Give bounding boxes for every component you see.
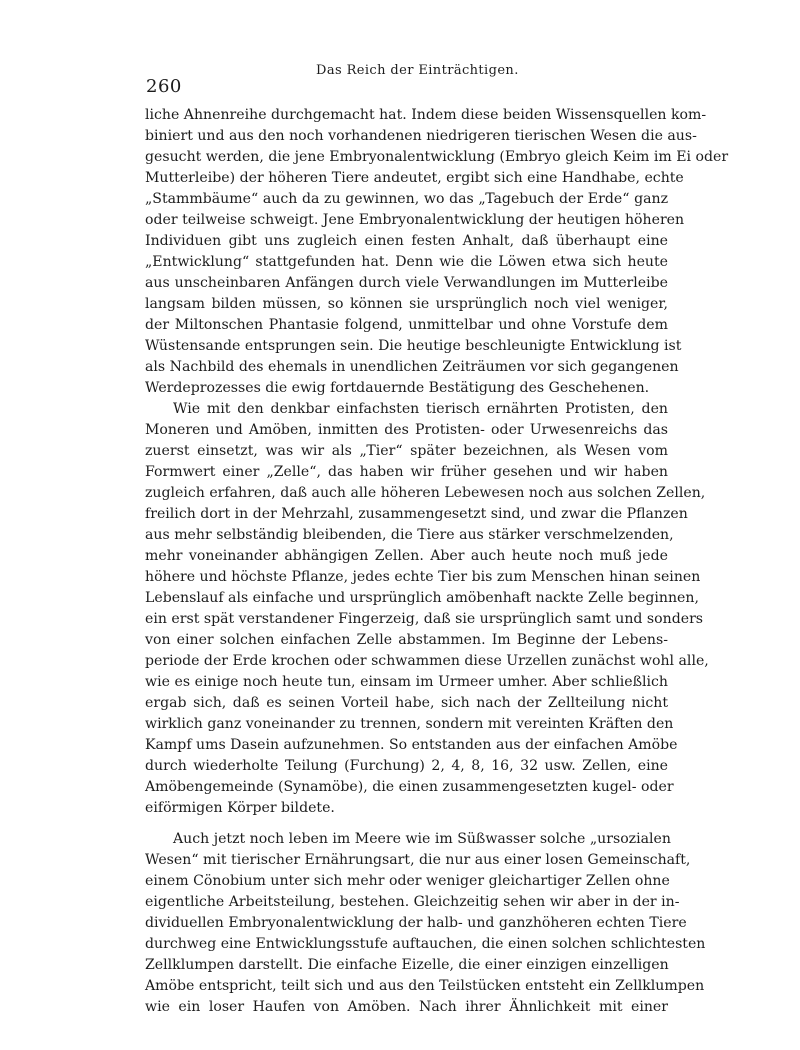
paragraph-2 <box>145 399 709 819</box>
text-line: eiförmigen Körper bildete. <box>145 800 335 816</box>
text-line: Kampf ums Dasein aufzunehmen. So entstanden aus der einfachen Amöbe <box>145 737 678 753</box>
text-line: als Nachbild des ehemals in unendlichen Zeiträumen vor sich gegangenen <box>145 359 679 375</box>
text-line: wirklich ganz voneinander zu trennen, sondern mit vereinten Kräften den <box>145 716 674 732</box>
text-line: zugleich erfahren, daß auch alle höheren Lebewesen noch aus solchen Zellen, <box>145 485 706 501</box>
text-line: Werdeprozesses die ewig fortdauernde Bestätigung des Geschehenen. <box>145 380 650 396</box>
text-line: mehr voneinander abhängigen Zellen. Aber auch heute noch muß jede <box>145 548 668 564</box>
text-line: „Stammbäume“ auch da zu gewinnen, wo das „Tagebuch der Erde“ ganz <box>145 191 668 207</box>
text-line: Wesen“ mit tierischer Ernährungsart, die nur aus einer losen Gemeinschaft, <box>145 852 691 868</box>
text-line: durchweg eine Entwicklungsstufe auftauchen, die einen solchen schlichtesten <box>145 936 706 952</box>
text-line: von einer solchen einfachen Zelle abstammen. Im Beginne der Lebens- <box>145 632 668 648</box>
text-line: Zellklumpen darstellt. Die einfache Eizelle, die einer einzigen einzelligen <box>145 957 669 973</box>
text-line: aus mehr selbständig bleibenden, die Tiere aus stärker verschmelzenden, <box>145 527 674 543</box>
text-line: Formwert einer „Zelle“, das haben wir früher gesehen und wir haben <box>145 464 668 480</box>
running-title: Das Reich der Einträchtigen. <box>316 63 519 78</box>
text-line: Amöbengemeinde (Synamöbe), die einen zusammengesetzten kugel- oder <box>145 779 674 795</box>
text-line: ein erst spät verstandener Fingerzeig, daß sie ursprünglich samt und sonders <box>145 611 704 627</box>
text-line: höhere und höchste Pflanze, jedes echte Tier bis zum Menschen hinan seinen <box>145 569 701 585</box>
text-line: durch wiederholte Teilung (Furchung) 2, 4, 8, 16, 32 usw. Zellen, eine <box>145 758 668 774</box>
paragraph-spacer <box>145 819 668 829</box>
text-line: Lebenslauf als einfache und ursprünglich amöbenhaft nackte Zelle beginnen, <box>145 590 699 606</box>
text-line: eigentliche Arbeitsteilung, bestehen. Gleichzeitig sehen wir aber in der in- <box>145 894 680 910</box>
text-line: dividuellen Embryonalentwicklung der halb- und ganzhöheren echten Tiere <box>145 915 687 931</box>
text-line: Wüstensande entsprungen sein. Die heutige beschleunigte Entwicklung ist <box>145 338 682 354</box>
body-text <box>145 105 729 1018</box>
text-line: der Miltonschen Phantasie folgend, unmittelbar und ohne Vorstufe dem <box>145 317 668 333</box>
text-line: Moneren und Amöben, inmitten des Protisten- oder Urwesenreichs das <box>145 422 668 438</box>
page-number: 260 <box>146 76 182 97</box>
text-line: Auch jetzt noch leben im Meere wie im Süßwasser solche „ursozialen <box>173 831 671 847</box>
text-line: Wie mit den denkbar einfachsten tierisch ernährten Protisten, den <box>173 401 668 417</box>
text-line: periode der Erde krochen oder schwammen diese Urzellen zunächst wohl alle, <box>145 653 709 669</box>
text-line: Individuen gibt uns zugleich einen festen Anhalt, daß überhaupt eine <box>145 233 668 249</box>
text-line: wie ein loser Haufen von Amöben. Nach ihrer Ähnlichkeit mit einer <box>145 999 668 1015</box>
text-line: einem Cönobium unter sich mehr oder weniger gleichartiger Zellen ohne <box>145 873 670 889</box>
text-line: zuerst einsetzt, was wir als „Tier“ später bezeichnen, als Wesen vom <box>145 443 668 459</box>
text-line: oder teilweise schweigt. Jene Embryonalentwicklung der heutigen höheren <box>145 212 685 228</box>
text-line: langsam bilden müssen, so können sie ursprünglich noch viel weniger, <box>145 296 668 312</box>
text-line: wie es einige noch heute tun, einsam im Urmeer umher. Aber schließlich <box>145 674 668 690</box>
text-line: liche Ahnenreihe durchgemacht hat. Indem diese beiden Wissensquellen kom- <box>145 107 707 123</box>
text-line: gesucht werden, die jene Embryonalentwicklung (Embryo gleich Keim im Ei oder <box>145 149 729 165</box>
text-line: „Entwicklung“ stattgefunden hat. Denn wie die Löwen etwa sich heute <box>145 254 668 270</box>
paragraph-3 <box>145 829 706 1018</box>
text-line: Mutterleibe) der höheren Tiere andeutet, ergibt sich eine Handhabe, echte <box>145 170 684 186</box>
text-line: freilich dort in der Mehrzahl, zusammengesetzt sind, und zwar die Pflanzen <box>145 506 688 522</box>
text-line: ergab sich, daß es seinen Vorteil habe, sich nach der Zellteilung nicht <box>145 695 668 711</box>
text-line: biniert und aus den noch vorhandenen niedrigeren tierischen Wesen die aus- <box>145 128 697 144</box>
text-line: aus unscheinbaren Anfängen durch viele Verwandlungen im Mutterleibe <box>145 275 668 291</box>
text-line: Amöbe entspricht, teilt sich und aus den Teilstücken entsteht ein Zellklumpen <box>145 978 705 994</box>
paragraph-1 <box>145 105 729 399</box>
